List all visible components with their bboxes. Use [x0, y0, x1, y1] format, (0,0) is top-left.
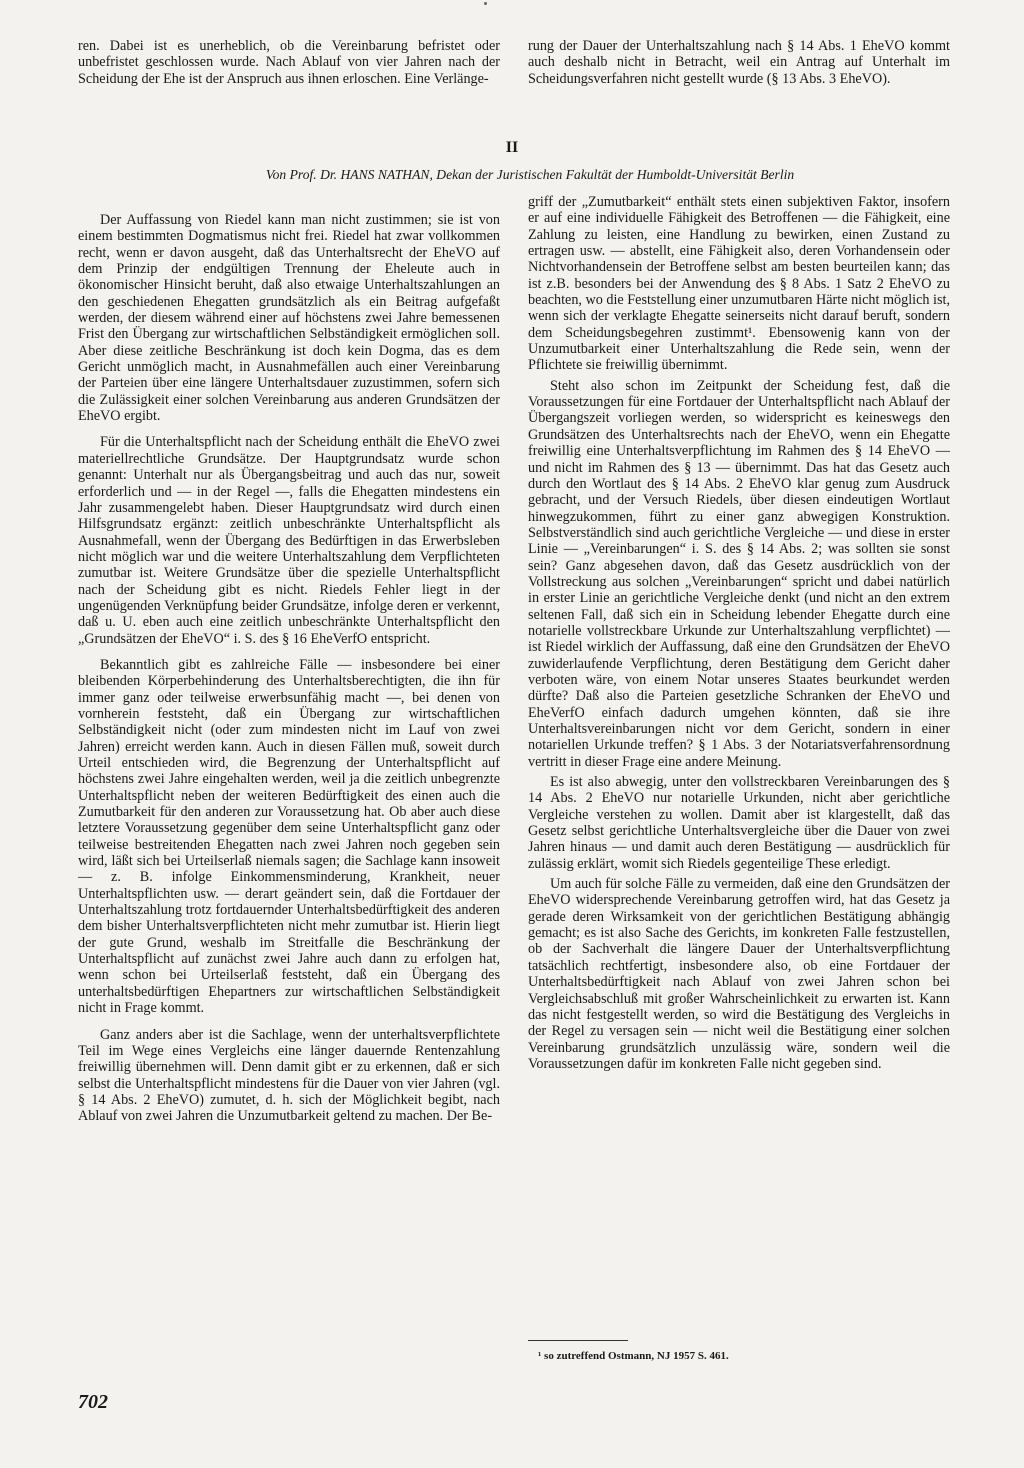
footnote-rule — [528, 1340, 628, 1341]
top-right-column — [528, 38, 950, 87]
paragraph: Bekanntlich gibt es zahlreiche Fälle — insbesondere bei einer bleibenden Körperbehinderung des Unterhaltsberechtigten, die ihn für immer ganz oder teilweise erwerbsunfähig macht —, bei denen von vornherein feststeht, daß ein Übergang zur wirtschaftlichen Selbständigkeit nicht (oder zum mindesten nicht im Lauf von zwei Jahren) erreicht werden kann. Auch in diesen Fällen muß, soweit durch Urteil entschieden wird, die Begrenzung der Unterhaltspflicht auf höchstens zwei Jahre eingehalten werden, weil ja die zeitlich unbegrenzte Unterhaltspflicht neben der weiteren Bedürftigkeit des einen auch die Zumutbarkeit für den anderen zur Voraussetzung hat. Ob aber auch diese letztere Voraussetzung gegenüber dem seine Unterhaltspflicht ganz oder teilweise bestreitenden Ehegatten nach zwei Jahren noch gegeben sein wird, läßt sich bei Urteilserlaß niemals sagen; die Sachlage kann insoweit — z. B. infolge Einkommensminderung, Krankheit, neuer Unterhaltspflichten usw. — derart geändert sein, daß die Fortdauer der Unterhaltszahlung trotz fortdauernder Unterhaltsbedürftigkeit des anderen dem bisher Unterhaltsverpflichteten nicht mehr zumutbar ist. Hierin liegt der gute Grund, weshalb im Streitfalle die Beschränkung der Unterhaltspflicht auf zunächst zwei Jahre auch dann zu erfolgen hat, wenn schon bei Urteilserlaß feststeht, daß ein Übergang des unterhaltsbedürftigen Ehepartners zur wirtschaftlichen Selbständigkeit nicht in Frage kommt. — [78, 656, 500, 1017]
paragraph: Steht also schon im Zeitpunkt der Scheidung fest, daß die Voraussetzungen für eine Fortdauer der Unterhaltspflicht nach Ablauf der Übergangszeit vorliegen werden, so widerspricht es keineswegs den Grundsätzen des Unterhaltsrechts nach der EheVO, wenn ein Ehegatte freiwillig eine Unterhaltsverpflichtung im Rahmen des § 14 EheVO — und nicht im Rahmen des § 13 — übernimmt. Das hat das Gesetz auch durch den Wortlaut des § 14 Abs. 2 EheVO klar genug zum Ausdruck gebracht, und der Versuch Riedels, über diesen eindeutigen Wortlaut hinwegzukommen, führt zu einer ganz abwegigen Konstruktion. Selbstverständlich sind auch gerichtliche Vergleiche — und diese in erster Linie — „Vereinbarungen“ i. S. des § 14 Abs. 2; was sollten sie sonst sein? Ganz abgesehen davon, daß das Gesetz ausdrücklich von der Vollstreckung aus solchen „Vereinbarungen“ spricht und dabei natürlich in erster Linie an gerichtliche Vergleiche denkt (und nicht an den extrem seltenen Fall, daß sich ein in Scheidung lebender Ehegatte durch eine notarielle vollstreckbare Urkunde zur Unterhaltszahlung verpflichtet) — ist Riedel wirklich der Auffassung, daß eine den Grundsätzen der EheVO zuwiderlaufende Verpflichtung, deren Bestätigung dem Gericht daher verboten wäre, von einem Notar unseres Staates beurkundet werden dürfte? Daß also die Parteien gesetzliche Schranken der EheVO und EheVerfO einfach dadurch umgehen könnten, daß sie ihre Unterhaltsvereinbarungen nicht vor dem Gericht, sondern in einer notariellen Urkunde treffen? § 1 Abs. 3 der Notariatsverfahrensordnung vertritt in dieser Frage eine andere Meinung. — [528, 377, 950, 770]
paragraph: Der Auffassung von Riedel kann man nicht zustimmen; sie ist von einem bestimmten Dogmatismus nicht frei. Riedel hat zwar vollkommen recht, wenn er davon ausgeht, daß das Unterhaltsrecht der EheVO auf dem Prinzip der endgültigen Trennung der Eheleute auch in ökonomischer Hinsicht beruht, daß also etwaige Unterhaltszahlungen an den geschiedenen Ehegatten grundsätzlich als ein Beitrag aufgefaßt werden, der diesem während einer auf höchstens zwei Jahre bemessenen Frist den Übergang zur wirtschaftlichen Selbständigkeit ermöglichen soll. Aber diese zeitliche Beschränkung ist doch kein Dogma, das es dem Gericht unmöglich macht, in Ausnahmefällen auch einer Vereinbarung der Parteien über eine längere Unterhaltsdauer zuzustimmen, sofern sich die Zulässigkeit einer solchen Vereinbarung aus anderen Grundsätzen der EheVO ergibt. — [78, 212, 500, 425]
print-speck — [484, 2, 487, 5]
paragraph: Für die Unterhaltspflicht nach der Scheidung enthält die EheVO zwei materiellrechtliche Grundsätze. Der Hauptgrundsatz wurde schon genannt: Unterhalt nur als Übergangsbeitrag und auch das nur, soweit erforderlich und — in der Regel —, falls die Ehegatten mindestens ein Jahr zusammengelebt haben. Dieser Hauptgrundsatz wird durch einen Hilfsgrundsatz ergänzt: zeitlich unbeschränkte Unterhaltspflicht als Ausnahmefall, wenn der Übergang des Bedürftigen in das Erwerbsleben nicht möglich war und die weitere Unterhaltszahlung dem Verpflichteten zumutbar ist. Weitere Grundsätze über die spezielle Unterhaltspflicht nach der Scheidung gibt es nicht. Riedels Fehler liegt in der ungenügenden Verknüpfung beider Grundsätze, infolge deren er verkennt, daß u. U. eben auch eine zeitlich unbeschränkte Unterhaltspflicht den „Grundsätzen der EheVO“ i. S. des § 16 EheVerfO entspricht. — [78, 434, 500, 647]
continued-paragraph-left: ren. Dabei ist es unerheblich, ob die Vereinbarung befristet oder unbefristet geschlossen wurde. Nach Ablauf von vier Jahren nach der Scheidung der Ehe ist der Anspruch aus ihnen erloschen. Eine Verlänge- — [78, 38, 500, 87]
paragraph: Ganz anders aber ist die Sachlage, wenn der unterhaltsverpflichtete Teil im Wege eines Vergleichs eine länger dauernde Rentenzahlung freiwillig übernehmen will. Denn damit gibt er zu erkennen, daß er sich selbst die Unterhaltspflicht mindestens für die Dauer von vier Jahren (vgl. § 14 Abs. 2 EheVO) zumutet, d. h. sich der Möglichkeit begibt, nach Ablauf von zwei Jahren die Unzumutbarkeit geltend zu machen. Der Be- — [78, 1026, 500, 1125]
footnote: ¹ so zutreffend Ostmann, NJ 1957 S. 461. — [538, 1350, 729, 1362]
left-column — [78, 212, 500, 1125]
paragraph: griff der „Zumutbarkeit“ enthält stets einen subjektiven Faktor, insofern er auf eine individuelle Fähigkeit des Betroffenen — die Fähigkeit, eine Zahlung zu leisten, eine Handlung zu bewirken, einen Zustand zu ertragen usw. — abstellt, eine Fähigkeit also, deren Vorhandensein oder Nichtvorhandensein der Betroffene selbst am besten beurteilen kann; das ist z.B. besonders bei der Anwendung des § 8 Abs. 1 Satz 2 EheVO zu beachten, wo die Feststellung einer unzumutbaren Härte nicht möglich ist, wenn sich der verklagte Ehegatte seinerseits nicht darauf beruft, sondern dem Scheidungsbegehren zustimmt¹. Ebensowenig kann von der Unzumutbarkeit einer Unterhaltszahlung die Rede sein, wenn der Pflichtete sie freiwillig übernimmt. — [528, 194, 950, 374]
paragraph: Um auch für solche Fälle zu vermeiden, daß eine den Grundsätzen der EheVO widersprechende Vereinbarung getroffen wird, hat das Gesetz ja gerade deren Wirksamkeit von der gerichtlichen Bestätigung abhängig gemacht; es ist also Sache des Gerichts, im konkreten Falle festzustellen, ob der Sachverhalt die längere Dauer der Unterhaltsverpflichtung tatsächlich rechtfertigt, insbesondere also, ob eine Fortdauer der Unterhaltsbedürftigkeit nach Ablauf von zwei Jahren schon bei Vergleichsabschluß mit großer Wahrscheinlichkeit zu erwarten ist. Kann das nicht festgestellt werden, so wird die Bestätigung des Vergleichs in der Regel zu versagen sein — nicht weil die Bestätigung einer solchen Vereinbarung grundsätzlich unzulässig wäre, sondern weil die Voraussetzungen dafür im konkreten Falle nicht gegeben sind. — [528, 876, 950, 1072]
top-left-column — [78, 38, 500, 87]
continued-paragraph-right: rung der Dauer der Unterhaltszahlung nach § 14 Abs. 1 EheVO kommt auch deshalb nicht in Betracht, weil ein Antrag auf Unterhalt im Scheidungsverfahren nicht gestellt wurde (§ 13 Abs. 3 EheVO). — [528, 38, 950, 87]
page-number: 702 — [78, 1391, 108, 1413]
right-column — [528, 194, 950, 1072]
paragraph: Es ist also abwegig, unter den vollstreckbaren Vereinbarungen des § 14 Abs. 2 EheVO nur notarielle Urkunden, nicht aber gerichtliche Vergleiche verstehen zu wollen. Damit aber ist klargestellt, daß das Gesetz selbst gerichtliche Unterhaltsvergleiche über die Dauer von zwei Jahren hinaus — und damit auch deren Bestätigung — ausdrücklich für zulässig erklärt, womit sich Riedels gegenteilige These erledigt. — [528, 774, 950, 872]
author-byline: Von Prof. Dr. HANS NATHAN, Dekan der Juristischen Fakultät der Humboldt-Universität Berlin — [265, 167, 795, 182]
section-number: II — [505, 139, 519, 156]
